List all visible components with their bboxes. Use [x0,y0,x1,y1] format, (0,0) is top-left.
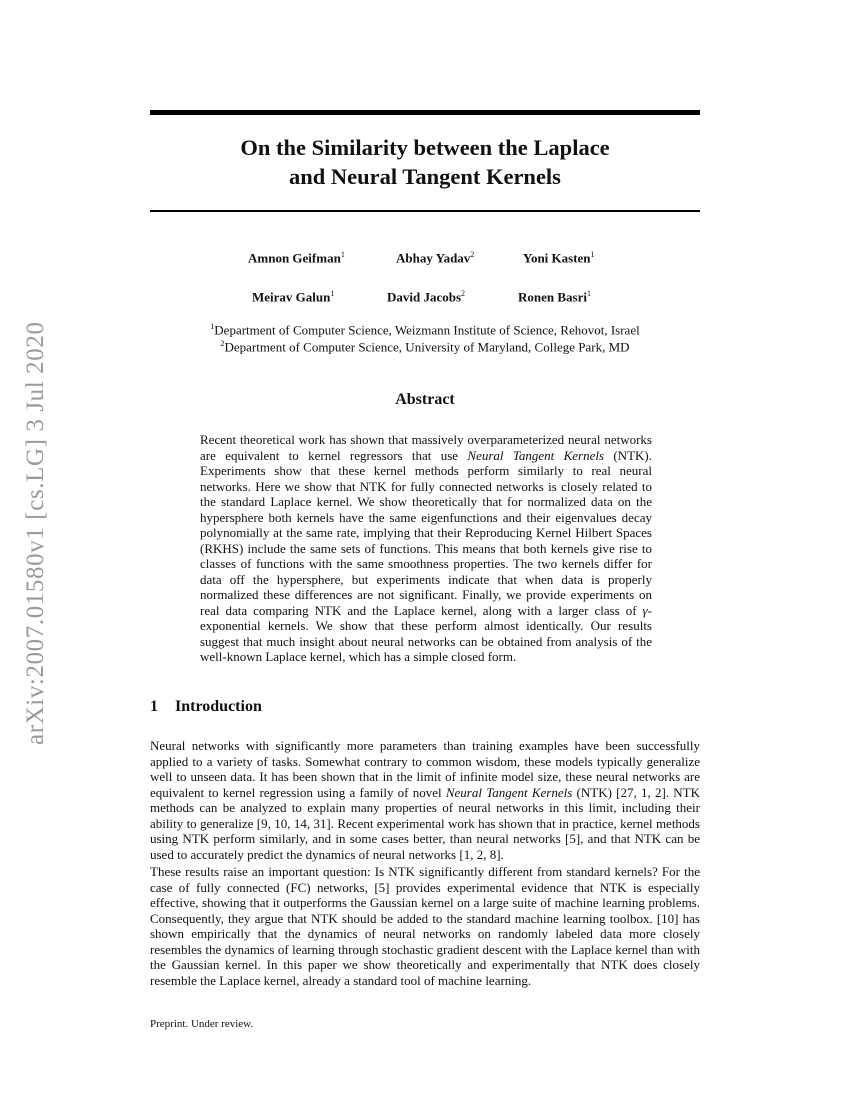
abstract-text: (NTK). Experiments show that these kernel methods perform similarly to real neural networks. Here we show that NTK for fully connected networks is closely related to the standard Laplace kernel. We show theoretically that for normalized data on the hypersphere both kernels have the same eigenfunctions and their eigenvalues decay polynomially at the same rate, implying that their Reproducing Kernel Hilbert Spaces (RKHS) include the same sets of functions. This means that both kernels give rise to classes of functions with the same smoothness properties. The two kernels differ for data off the hypersphere, but experiments indicate that when data is properly normalized these differences are not significant. Finally, we provide experiments on real data comparing NTK and the Laplace kernel, along with a larger class of [200,447,652,618]
arxiv-side-stamp: arXiv:2007.01580v1 [cs.LG] 3 Jul 2020 [22,321,49,745]
author-name: Meirav Galun [252,289,331,305]
paragraph-text: (NTK) [27, 1, 2]. NTK methods can be analyzed to explain many properties of neural networks in this limit, including their ability to generalize [9, 10, 14, 31]. Recent experimental work has shown that in practice, kernel methods using NTK perform similarly, and in some cases better, than neural networks [5], and that NTK can be used to accurately predict the dynamics of neural networks [1, 2, 8]. [150,784,700,862]
section-number: 1 [150,698,158,715]
abstract-body [200,432,652,665]
abstract-text: Recent theoretical work has shown that massively overparameterized neural networks are equivalent to kernel regressors that use [200,432,652,463]
affiliation-2 [150,335,700,355]
title-line-1: On the Similarity between the Laplace [240,135,610,160]
section-title: Introduction [175,698,262,715]
intro-paragraph-1 [150,738,700,862]
author-name: Abhay Yadav [396,250,471,266]
author [248,250,345,266]
affiliation-mark: 2 [220,339,225,348]
title-bottom-rule [150,210,700,212]
author [518,289,591,305]
affiliation-mark: 1 [586,289,591,298]
paper-title [150,133,700,191]
author-name: Amnon Geifman [248,250,341,266]
author-name: David Jacobs [387,289,462,305]
author [252,289,334,305]
footer-note: Preprint. Under review. [150,1018,254,1030]
section-heading [150,698,262,716]
abstract-heading: Abstract [395,391,455,408]
author [523,250,595,266]
author-name: Yoni Kasten [523,250,591,266]
abstract-emphasis: Neural Tangent Kernels [467,447,605,463]
affiliation-mark: 2 [470,250,475,259]
title-top-rule [150,110,700,115]
abstract-text: -exponential kernels. We show that these perform almost identically. Our results suggest that much insight about neural networks can be obtained from analysis of the well-known Laplace kernel, which has a simple closed form. [200,602,652,664]
affiliation-text: Department of Computer Science, University of Maryland, College Park, MD [224,339,630,355]
intro-paragraph-2: These results raise an important question: Is NTK significantly different from standard kernels? For the case of fully connected (FC) networks, [5] provides experimental evidence that NTK is especially effective, showing that it outperforms the Gaussian kernel on a large suite of machine learning problems. Consequently, they argue that NTK should be added to the standard machine learning toolbox. [10] has shown empirically that the dynamics of neural networks on randomly labeled data more closely resembles the dynamics of learning through stochastic gradient descent with the Laplace kernel than with the Gaussian kernel. In this paper we show theoretically and experimentally that NTK does closely resemble the Laplace kernel, already a standard tool of machine learning. [150,864,700,988]
author [387,289,465,305]
affiliation-mark: 1 [340,250,345,259]
affiliation-mark: 1 [590,250,595,259]
title-line-2: and Neural Tangent Kernels [289,164,561,189]
paragraph-emphasis: Neural Tangent Kernels [445,784,573,800]
paragraph-text: Neural networks with significantly more parameters than training examples have been successfully applied to a variety of tasks. Somewhat contrary to common wisdom, these models typically generalize well to unseen data. It has been shown that in the limit of infinite model size, these neural networks are equivalent to kernel regression using a family of novel [150,738,700,800]
affiliation-text: Department of Computer Science, Weizmann Institute of Science, Rehovot, Israel [214,322,640,338]
author [396,250,474,266]
affiliation-mark: 2 [461,289,466,298]
gamma-symbol: γ [642,602,648,618]
affiliation-mark: 1 [330,289,335,298]
affiliation-mark: 1 [210,322,215,331]
author-name: Ronen Basri [518,289,587,305]
